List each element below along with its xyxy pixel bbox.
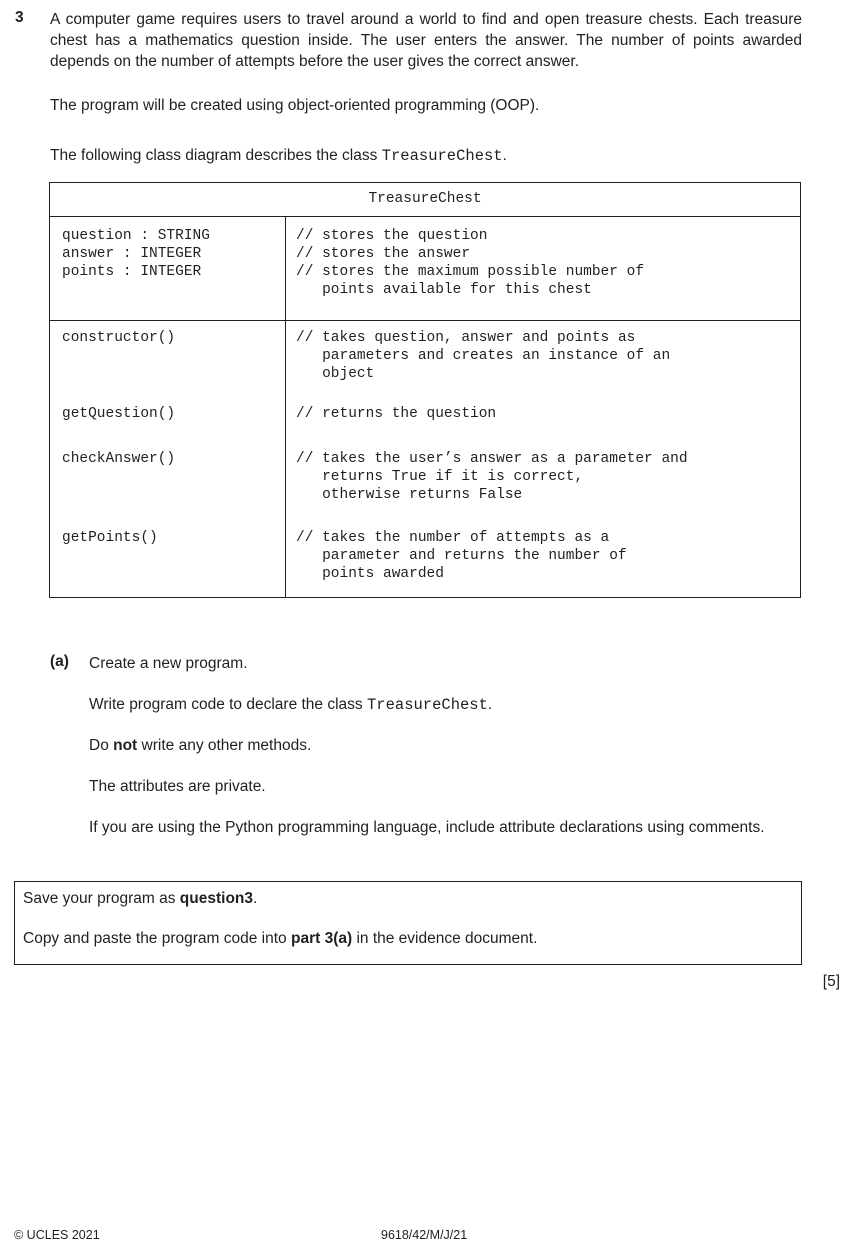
- method-get-question: getQuestion(): [62, 406, 176, 422]
- section-divider: [50, 320, 800, 321]
- class-name: TreasureChest: [50, 183, 800, 217]
- question-intro: A computer game requires users to travel around a world to find and open treasure chests. Each treasure chest has a mathematics question inside. The user enters the answer. The number of points awarded depends on the number of attempts before the user gives the correct answer.: [50, 11, 802, 70]
- part-a-line3-bold: not: [113, 737, 138, 754]
- copy-part: part 3(a): [290, 930, 353, 947]
- save-end: .: [253, 890, 258, 907]
- diagram-intro-text: The following class diagram describes the class: [50, 147, 382, 164]
- method-constructor: constructor(): [62, 330, 176, 346]
- diagram-intro-end: .: [502, 147, 507, 164]
- class-diagram: [49, 182, 801, 598]
- part-a-line4: The attributes are private.: [89, 778, 266, 795]
- save-instruction: [23, 890, 257, 908]
- method-get-question-comment: // returns the question: [296, 406, 497, 422]
- part-a-line1: Create a new program.: [89, 655, 248, 672]
- copy-text: Copy and paste the program code into: [23, 930, 291, 947]
- part-a-line3-text: Do: [89, 737, 114, 754]
- evidence-box: [14, 881, 802, 965]
- attribute-points: points : INTEGER: [62, 264, 202, 280]
- save-text: Save your program as: [23, 890, 180, 907]
- method-get-points: getPoints(): [62, 530, 158, 546]
- part-a-line3: [89, 735, 311, 756]
- footer-copyright: © UCLES 2021: [14, 1228, 100, 1242]
- copy-end: in the evidence document.: [352, 930, 538, 947]
- attribute-question: question : STRING: [62, 228, 210, 244]
- column-divider: [285, 216, 286, 597]
- diagram-intro-class: TreasureChest: [381, 147, 503, 165]
- part-a-line2-end: .: [487, 696, 493, 713]
- attribute-question-comment: // stores the question: [296, 228, 488, 244]
- marks: [5]: [822, 973, 840, 990]
- method-get-points-comment: // takes the number of attempts as a parameter and returns the number of points awarded: [296, 530, 627, 582]
- save-filename: question3: [179, 890, 253, 907]
- attribute-answer-comment: // stores the answer: [296, 246, 471, 262]
- part-a-line3-end: write any other methods.: [137, 737, 312, 754]
- attribute-answer: answer : INTEGER: [62, 246, 202, 262]
- footer-code: 9618/42/M/J/21: [381, 1228, 468, 1242]
- part-a-line5: If you are using the Python programming language, include attribute declarations using comments.: [89, 819, 765, 836]
- diagram-intro: [50, 145, 802, 167]
- part-a-label: (a): [50, 653, 69, 670]
- copy-instruction: [23, 930, 537, 948]
- oop-note: The program will be created using object-oriented programming (OOP).: [50, 97, 540, 114]
- attribute-points-comment: // stores the maximum possible number of points available for this chest: [296, 264, 645, 298]
- method-check-answer: checkAnswer(): [62, 451, 176, 467]
- part-a-line2: [89, 694, 492, 716]
- part-a-line2-class: TreasureChest: [366, 696, 488, 714]
- question-number: 3: [15, 9, 24, 26]
- method-check-answer-comment: // takes the user’s answer as a parameter and returns True if it is correct, otherwise returns False: [296, 451, 688, 503]
- method-constructor-comment: // takes question, answer and points as parameters and creates an instance of an object: [296, 330, 671, 382]
- part-a-line2-text: Write program code to declare the class: [89, 696, 367, 713]
